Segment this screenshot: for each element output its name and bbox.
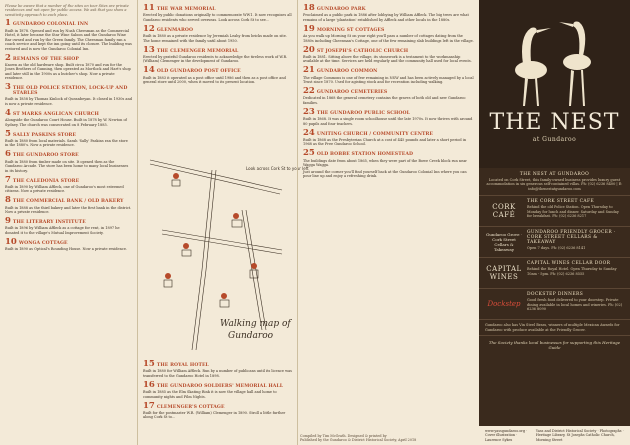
site-number: 9 [5,216,11,227]
site-number: 12 [143,23,155,34]
site-description: Built in 1881. Sitting above the village, its stonework is a testament to the workmanship available at the time. Services are held regularly and the community hall used for local events. [303,54,472,64]
site-number: 2 [5,52,11,63]
closing-text: Just around the corner you'll find yourself back at the Gundaroo Colonial Inn where you can pour line up and enjoy a refreshing drink. [303,170,467,179]
brand-block [479,110,630,143]
site-number: 23 [303,106,315,117]
vintage-note-section [479,319,630,335]
heritage-site-entry [303,87,474,105]
site-title: GUNDAROO PARK [316,7,366,12]
site-number: 1 [5,18,11,29]
site-description: Built in 1890 as Optical's Rounding House. Now a private residence. [5,247,128,252]
col1-entries [5,19,132,251]
heritage-site-entry [5,150,132,173]
site-description: Erected by public donations originally to commemorate WW1. It now recognises all Gundaroo residents who served overseas. Look across Cork St to see... [143,13,292,22]
site-title: THE GUNDAROO SOLDIERS' MEMORIAL HALL [156,383,284,389]
heritage-site-entry [5,196,132,214]
site-title: UNITING CHURCH / COMMUNITY CENTRE [316,131,434,137]
site-description: The buildings date from about 1865, when they were part of the Bowe Creek block run near Wagga Wagga. [303,158,467,168]
site-number: 6 [5,149,11,160]
nest-info [479,168,630,195]
site-number: 8 [5,195,11,206]
heritage-site-entry [5,217,132,235]
heritage-site-entry [5,19,132,51]
cork-cafe-logo: CORK CAFÉ [492,203,516,220]
site-description: Built in 1883 it operated as a post office until 1986 and then as a post office and general store until 2000, when it moved to its present location. [143,75,286,85]
brand-subtitle: at Gundaroo [532,136,577,143]
cork-heading: THE CORK STREET CAFE [527,199,595,205]
intro-text: Please be aware that a number of the sites on tour Sites are private residences and not open for public access. We ask that you show a sensitivity approach to each place. [5,4,129,17]
site-number: 17 [143,400,155,411]
heritage-site-entry [303,25,474,43]
site-number: 19 [303,23,315,34]
site-title: THE WAR MEMORIAL [156,7,216,12]
heritage-site-entry [303,129,474,147]
site-description: Built in 1858 by Thomas Kinlock of Queanbeyan. It closed in 1930s and is now a private residence. [5,97,132,106]
brand-title: THE NEST [489,110,620,135]
site-number: 16 [143,379,155,390]
cork-cafe-section [479,195,630,226]
site-number: 18 [303,3,315,13]
dockstep-section [479,288,630,319]
heritage-site-entry [303,108,474,126]
footer-left: www.yassgundaroo.org · Cover illustration · Laurence Sykes [485,428,528,442]
capital-wines-logo: CAPITAL WINES [486,265,522,282]
site-number: 5 [5,128,11,139]
site-number: 4 [5,107,11,118]
heritage-site-entry [303,4,474,22]
dockstep-heading: DOCKSTEP DINNERS [527,292,584,298]
heritage-site-entry [303,46,474,64]
site-title: THE ROYAL HOTEL [156,363,209,368]
site-description: Built in 1878. Opened and run by Noah Cheesman as the Commercial Hotel, it later became the Star Wine Saloon and the Gundaroo Wine Bar owned and run by the Green family. The Cheesman family ran a coach service and kept the inn going until its closure. The building was restored and is now the Gundaroo Colonial Inn. [5,28,132,51]
site-number: 22 [303,86,315,96]
site-title: OLD BOBBE STATION HOMESTEAD [316,152,414,158]
col2-bottom-entries [143,360,292,422]
nest-text: Located on Cork Street, this family-owned business provides luxury guest accommodation in six generous self-contained villas. Ph: (02) 6236 8400 | E: info@thenestatgundaroo.com [486,178,623,191]
col2-top-entries [143,4,292,85]
heritage-site-entry [303,149,474,167]
capital-text: Behind the Royal Hotel. Open Thursday to Sunday 10am - 5pm. Ph: (02) 6236 8555 [527,267,617,276]
vintage-note: Gundaroo also has Vin Steel Brass, winners of multiple Mexican Awards for Gundaroo with produce available at the Friendly Grocer. [485,323,620,332]
cellars-text: Open 7 days. Ph: (02) 6236 8141 [527,246,586,251]
column-one [0,0,137,445]
site-title: ST JOSEPH'S CATHOLIC CHURCH [316,48,409,54]
column-three [297,0,479,445]
site-title: SALLY PASKINS STORE [12,132,77,138]
site-title: THE OLD POLICE STATION, LOCK-UP AND STABLES [12,86,128,97]
site-description: Alongside the Gundaroo Court House. Built in 1878 by W. Newton of Sydney. The church was consecrated on 8 February 1885. [5,118,127,127]
walking-map [142,150,309,357]
site-title: GUNDAROO CEMETERIES [316,90,388,95]
site-title: GLENMAROO [156,27,194,33]
cover-image [479,0,630,168]
map-drawing [142,150,309,357]
heritage-site-entry [143,25,292,43]
site-description: Built in 1885 as the Elm Skating Rink it is now the village hall and home to community nights and Film Nights. [143,390,277,399]
crane-birds-illustration [479,0,630,110]
map-title-line2: Gundaroo [228,331,274,341]
heritage-site-entry [143,66,292,84]
site-number: 13 [143,44,155,55]
site-number: 11 [143,3,155,13]
dockstep-logo: Dockstep [487,300,521,309]
site-description: Known as the old hardware shop. Built circa 1870 and run for the Jones Brothers of Gunning, then operated as Mortlock and Hart's shop and later still in the 1900s as a butcher's shop. Now a private residence. [5,62,131,81]
heritage-site-entry [143,381,292,399]
site-title: THE GUNDAROO PUBLIC SCHOOL [316,110,410,116]
heritage-site-entry [143,4,292,22]
heritage-site-entry [5,109,132,127]
site-title: THE GUNDAROO STORE [12,153,79,159]
site-title: GUNDAROO COMMON [316,69,378,75]
site-title: GUNDAROO COLONIAL INN [12,22,89,28]
site-description: Dedicated in 1868 the general cemetery contains the graves of both old and new Gundaroo families. [303,96,466,105]
site-number: 20 [303,44,315,55]
site-description: Built in 1868. It was a single room schoolhouse until the late 1970s. It now thrives with around 80 pupils and four teachers. [303,117,473,126]
map-title-line1: Walking map of [220,319,291,329]
site-number: 25 [303,148,315,159]
published-credit: Published by the Gundaroo & District Historical Society, April 2018 [300,438,417,442]
site-title: CLEMENGER'S COTTAGE [156,404,225,410]
capital-wines-section [479,257,630,288]
cork-text: Behind the old Police Station. Open Thursday to Monday for lunch and dinner. Saturday and Sunday for breakfast. Ph: (02) 6236 8217 [527,205,619,219]
site-title: THE LITERARY INSTITUTE [12,220,86,226]
supporters-note: The Society thanks local businesses for supporting this Heritage Guide [479,335,630,354]
site-description: Built in 1868 as the Presbyterian Church at a cost of 445 pounds and later a short period in 1968 as the Free Gundaroo School. [303,137,467,147]
compiled-credit: Compiled by Tim McGrath. Designed & printed by [300,434,387,438]
site-title: REMAINS OF THE SHOP [12,56,79,62]
map-markers [165,173,257,299]
nest-heading: THE NEST AT GUNDAROO [519,172,590,177]
heritage-site-entry [5,130,132,148]
heritage-site-entry [5,54,132,81]
heritage-site-entry [143,46,292,64]
heritage-site-entry [143,402,292,420]
site-number: 7 [5,174,11,185]
site-description: Built in 1896 by William Affleck as a cottage for rent, in 1897 he donated it to the village's Mutual Improvement Society. [5,226,120,235]
site-description: Built in 1880 from timber made on site. It opened then as the Gundaroo Arcade. The store has been home to many local businesses in its history. [5,159,129,173]
cellars-heading: GUNDAROO FRIENDLY GROCER · CORK STREET CELLARS & TAKEAWAY [527,230,616,246]
site-number: 3 [5,82,11,93]
dockstep-text: Good fresh food delivered to your doorstep. Private dining available in local homes and wineries. Ph: (02) 6236 8090 [527,298,623,312]
site-description: Built in 1880 from local materials. Sarah 'Sally' Paskins ran the store in the 1880's. Now a private residence. [5,138,128,148]
site-number: 15 [143,359,155,369]
site-title: THE COMMERCIAL BANK / OLD BAKERY [12,199,124,205]
heritage-site-entry [5,176,132,194]
heritage-site-entry [143,360,292,378]
site-number: 10 [5,236,17,247]
col3-entries [303,4,474,168]
cover-footer [479,426,630,445]
site-title: OLD GUNDAROO POST OFFICE [156,69,241,75]
site-description: Proclaimed as a public park in 1886 after lobbying by William Affleck. The big trees are what remains of a large 'plantation' established by Affleck and other locals in the 1880s. [303,13,469,22]
site-title: THE CALEDONIA STORE [12,178,80,184]
heritage-site-entry [5,238,132,252]
site-title: ST MARKS ANGLICAN CHURCH [12,111,99,117]
site-number: 14 [143,65,155,76]
capital-heading: CAPITAL WINES CELLAR DOOR [527,261,611,267]
bottom-credits [300,434,476,442]
site-description: As you walk up Morning St on your right you'll pass a number of cottages dating from the 1880s including Cheesman's Cottage, one of the few remaining slab buildings left in the village. [303,34,474,43]
cork-street-cellars-section [479,226,630,257]
site-number: 21 [303,65,315,76]
heritage-site-entry [5,83,132,106]
site-number: 24 [303,127,315,138]
map-note: Look across Cork St to your left [246,166,309,171]
site-description: Built in 1888 as the third bakery and later the first bank in the district. Now a private residence. [5,205,132,215]
site-title: MORNING ST COTTAGES [316,27,385,33]
site-description: Erected by grateful Gundaroo residents to acknowledge the tireless work of W.R. (William) Clemenger in the development of Gundaroo. [143,54,288,64]
site-description: Built for the postmaster W.R. (William) Clemenger in 1890. Stroll a little further along Cork St to... [143,410,286,420]
site-title: WONGA COTTAGE [18,240,68,246]
site-description: Built in 1880 as a private residence by Jeremiah Leahy from bricks made on site. The home remained with the family until about 1950. [143,34,287,43]
site-title: THE CLEMENGER MEMORIAL [156,48,239,54]
site-description: Built in 1890 by William Affleck, one of Gundaroo's most esteemed citizens. Now a private residence. [5,184,124,194]
footer-right: Yass and District Historical Society · Photographs · Heritage Library, St Josephs Catholic Church, Morning Street [535,428,624,442]
heritage-site-entry [303,66,474,84]
column-four-cover [479,0,630,445]
cellars-logo: Gundaroo Grove · Cork Street Cellars & Takeaway [486,232,522,253]
site-description: The village Commons is one of few remaining in NSW and has been actively managed by a local Trust since 1870. Used for agisting stock and for recreation including walking. [303,75,474,85]
site-description: Built in 1880 for William Affleck. Run by a number of publicans until its licence was transferred to the Gundaroo Hotel in 1898. [143,369,292,378]
